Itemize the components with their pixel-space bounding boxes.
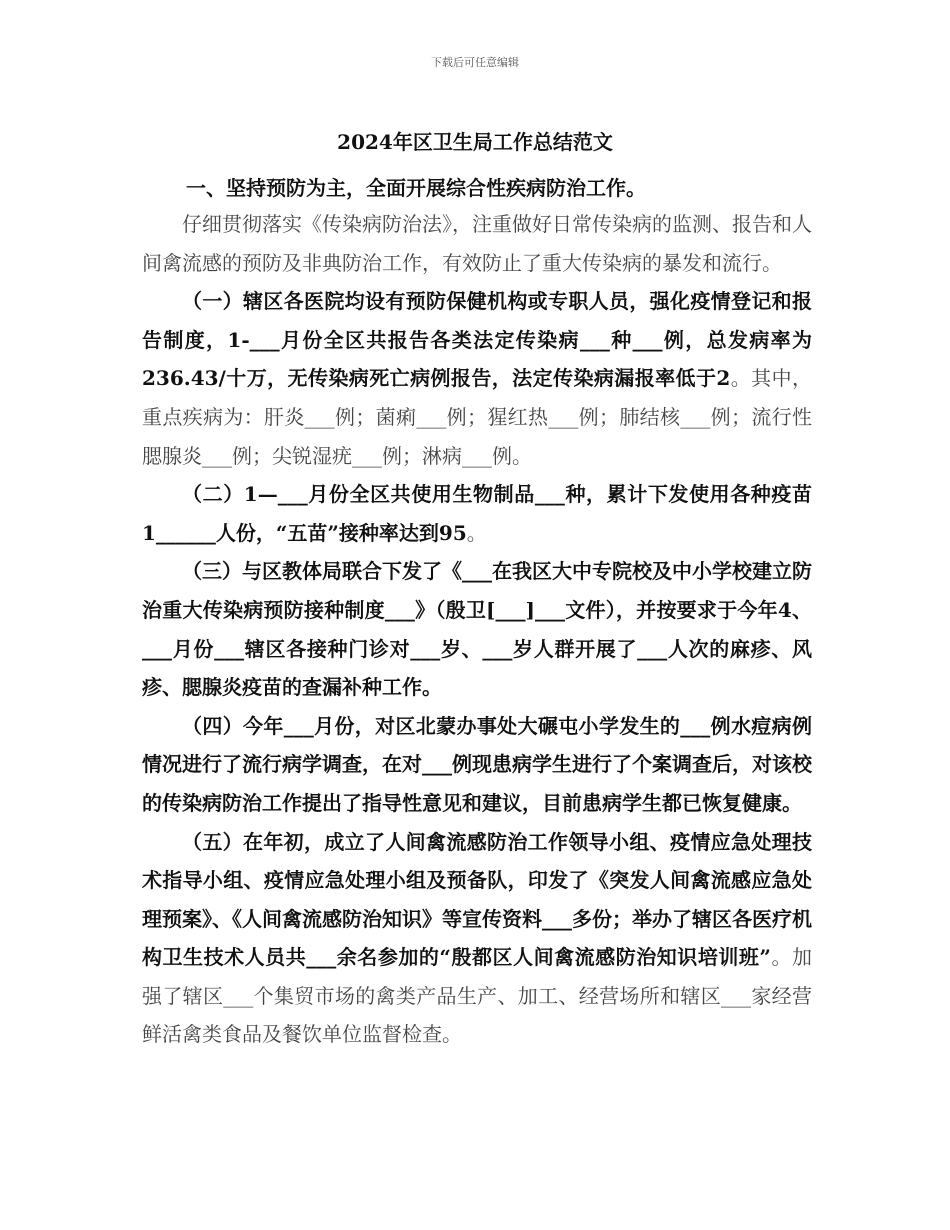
- paragraph-1-bold: （一）辖区各医院均设有预防保健机构或专职人员，强化疫情登记和报告制度，1-___月份全区共报告各类法定传染病___种___例，总发病率为236.43/十万，无传染病死亡病例报告，法定传染病漏报率低于2: [142, 289, 812, 391]
- paragraph-2: [142, 475, 812, 552]
- document-body: [142, 205, 812, 1054]
- section-heading: 一、坚持预防为主，全面开展综合性疾病防治工作。: [186, 176, 646, 200]
- paragraph-4: （四）今年___月份，对区北蒙办事处大碾屯小学发生的___例水痘病例情况进行了流行病学调查，在对___例现患病学生进行了个案调查后，对该校的传染病防治工作提出了指导性意见和建议，目前患病学生都已恢复健康。: [142, 713, 812, 815]
- paragraph-3: （三）与区教体局联合下发了《___在我区大中专院校及中小学校建立防治重大传染病预防接种制度___》（殷卫[___]___文件），并按要求于今年4、___月份___辖区各接种门诊对___岁、___岁人群开展了___人次的麻疹、风疹、腮腺炎疫苗的查漏补种工作。: [142, 559, 812, 700]
- paragraph-1: [142, 282, 812, 475]
- intro-paragraph: 仔细贯彻落实《传染病防治法》，注重做好日常传染病的监测、报告和人间禽流感的预防及非典防治工作，有效防止了重大传染病的暴发和流行。: [142, 212, 812, 275]
- paragraph-1-normal: 。其中，重点疾病为：肝炎___例；菌痢___例；猩红热___例；肺结核___例；流行性腮腺炎___例；尖锐湿疣___例；淋病___例。: [142, 366, 812, 468]
- paragraph-5-bold: （五）在年初，成立了人间禽流感防治工作领导小组、疫情应急处理技术指导小组、疫情应急处理小组及预备队，印发了《突发人间禽流感应急处理预案》、《人间禽流感防治知识》等宣传资料___多份；举办了辖区各医疗机构卫生技术人员共___余名参加的“殷都区人间禽流感防治知识培训班”: [142, 829, 812, 970]
- paragraph-2-normal: 。: [466, 520, 487, 545]
- page-header-note: 下载后可任意编辑: [431, 56, 519, 69]
- paragraph-5: [142, 823, 812, 1055]
- paragraph-2-bold: （二）1—___月份全区共使用生物制品___种，累计下发使用各种疫苗1______人份，“五苗”接种率达到95: [142, 482, 812, 545]
- document-title: 2024年区卫生局工作总结范文: [337, 130, 613, 154]
- paragraph-5-normal: 。加强了辖区___个集贸市场的禽类产品生产、加工、经营场所和辖区___家经营鲜活禽类食品及餐饮单位监督检查。: [142, 945, 812, 1047]
